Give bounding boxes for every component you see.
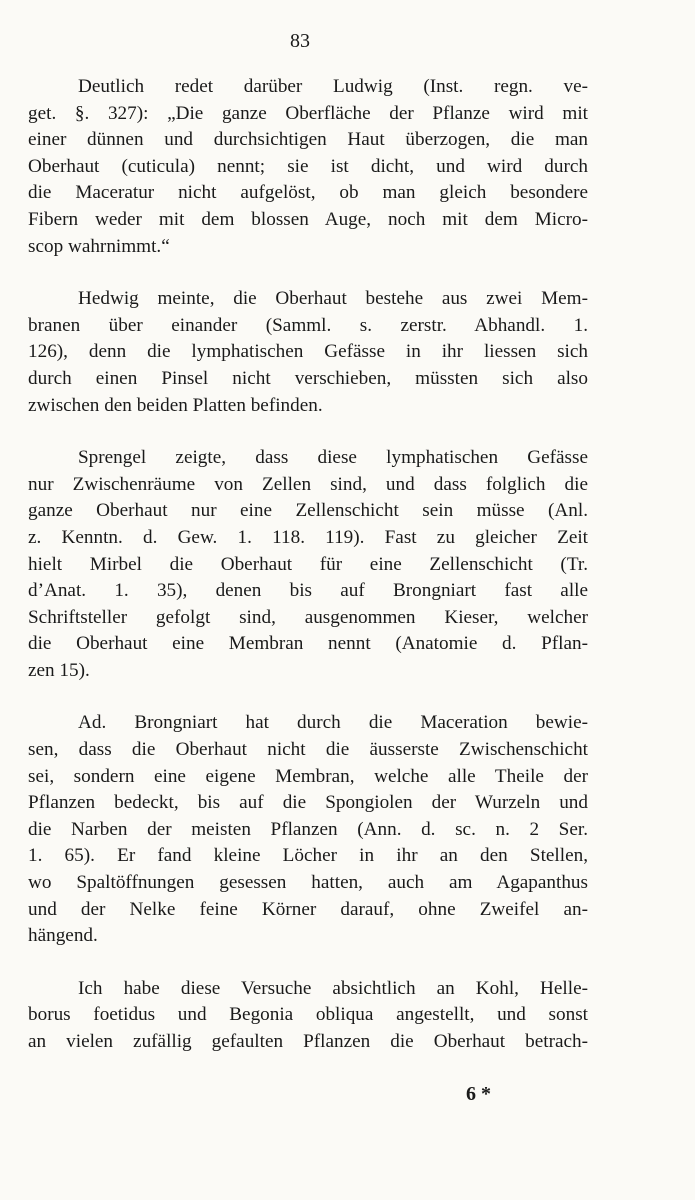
paragraph-hedwig: [28, 286, 588, 419]
text-line: zen 15).: [28, 659, 90, 681]
text-line: zwischen den beiden Platten befinden.: [28, 394, 323, 416]
text-line: an vielen zufällig gefaulten Pflanzen die Oberhaut betrach-: [28, 1031, 588, 1052]
text-line: 126), denn die lymphatischen Gefässe in ihr liessen sich: [28, 341, 588, 363]
printer-signature-mark: 6 *: [466, 1083, 491, 1105]
paragraph-author-experiments: [28, 976, 588, 1056]
text-line: branen über einander (Samml. s. zerstr. Abhandl. 1.: [28, 314, 588, 336]
text-line: nur Zwischenräume von Zellen sind, und dass folglich die: [28, 473, 588, 495]
paragraph-ludwig: [28, 74, 588, 260]
text-line: die Maceratur nicht aufgelöst, ob man gleich besondere: [28, 182, 588, 204]
text-line: Sprengel zeigte, dass diese lymphatischen Gefässe: [78, 447, 588, 469]
text-line: Pflanzen bedeckt, bis auf die Spongiolen der Wurzeln und: [28, 792, 588, 814]
text-line: Fibern weder mit dem blossen Auge, noch mit dem Micro-: [28, 208, 588, 230]
text-line: Oberhaut (cuticula) nennt; sie ist dicht, und wird durch: [28, 155, 588, 177]
text-line: einer dünnen und durchsichtigen Haut überzogen, die man: [28, 129, 588, 151]
text-line: wo Spaltöffnungen gesessen hatten, auch am Agapanthus: [28, 872, 588, 894]
text-line: get. §. 327): „Die ganze Oberfläche der Pflanze wird mit: [28, 102, 588, 124]
text-line: sen, dass die Oberhaut nicht die äusserste Zwischenschicht: [28, 739, 588, 761]
text-line: d’Anat. 1. 35), denen bis auf Brongniart fast alle: [28, 580, 588, 602]
text-line: scop wahrnimmt.“: [28, 235, 170, 257]
text-line: die Oberhaut eine Membran nennt (Anatomie d. Pflan-: [28, 633, 588, 655]
text-line: z. Kenntn. d. Gew. 1. 118. 119). Fast zu gleicher Zeit: [28, 526, 588, 548]
text-line: und der Nelke feine Körner darauf, ohne Zweifel an-: [28, 898, 588, 920]
text-line: sei, sondern eine eigene Membran, welche alle Theile der: [28, 765, 588, 787]
paragraph-sprengel: [28, 445, 588, 684]
text-line: Ich habe diese Versuche absichtlich an Kohl, Helle-: [78, 977, 588, 999]
text-line: ganze Oberhaut nur eine Zellenschicht sein müsse (Anl.: [28, 500, 588, 522]
text-line: durch einen Pinsel nicht verschieben, müssten sich also: [28, 367, 588, 389]
body-text: [28, 74, 588, 1082]
text-line: hielt Mirbel die Oberhaut für eine Zellenschicht (Tr.: [28, 553, 588, 575]
page-number: 83: [290, 30, 310, 52]
paragraph-brongniart: [28, 710, 588, 949]
text-line: Hedwig meinte, die Oberhaut bestehe aus zwei Mem-: [78, 288, 588, 310]
text-line: Ad. Brongniart hat durch die Maceration bewie-: [78, 712, 588, 734]
text-line: die Narben der meisten Pflanzen (Ann. d. sc. n. 2 Ser.: [28, 818, 588, 840]
text-line: borus foetidus und Begonia obliqua angestellt, und sonst: [28, 1004, 588, 1026]
text-line: Schriftsteller gefolgt sind, ausgenommen Kieser, welcher: [28, 606, 588, 628]
text-line: hängend.: [28, 925, 98, 947]
text-line: 1. 65). Er fand kleine Löcher in ihr an den Stellen,: [28, 845, 588, 867]
text-line: Deutlich redet darüber Ludwig (Inst. regn. ve-: [78, 76, 588, 97]
